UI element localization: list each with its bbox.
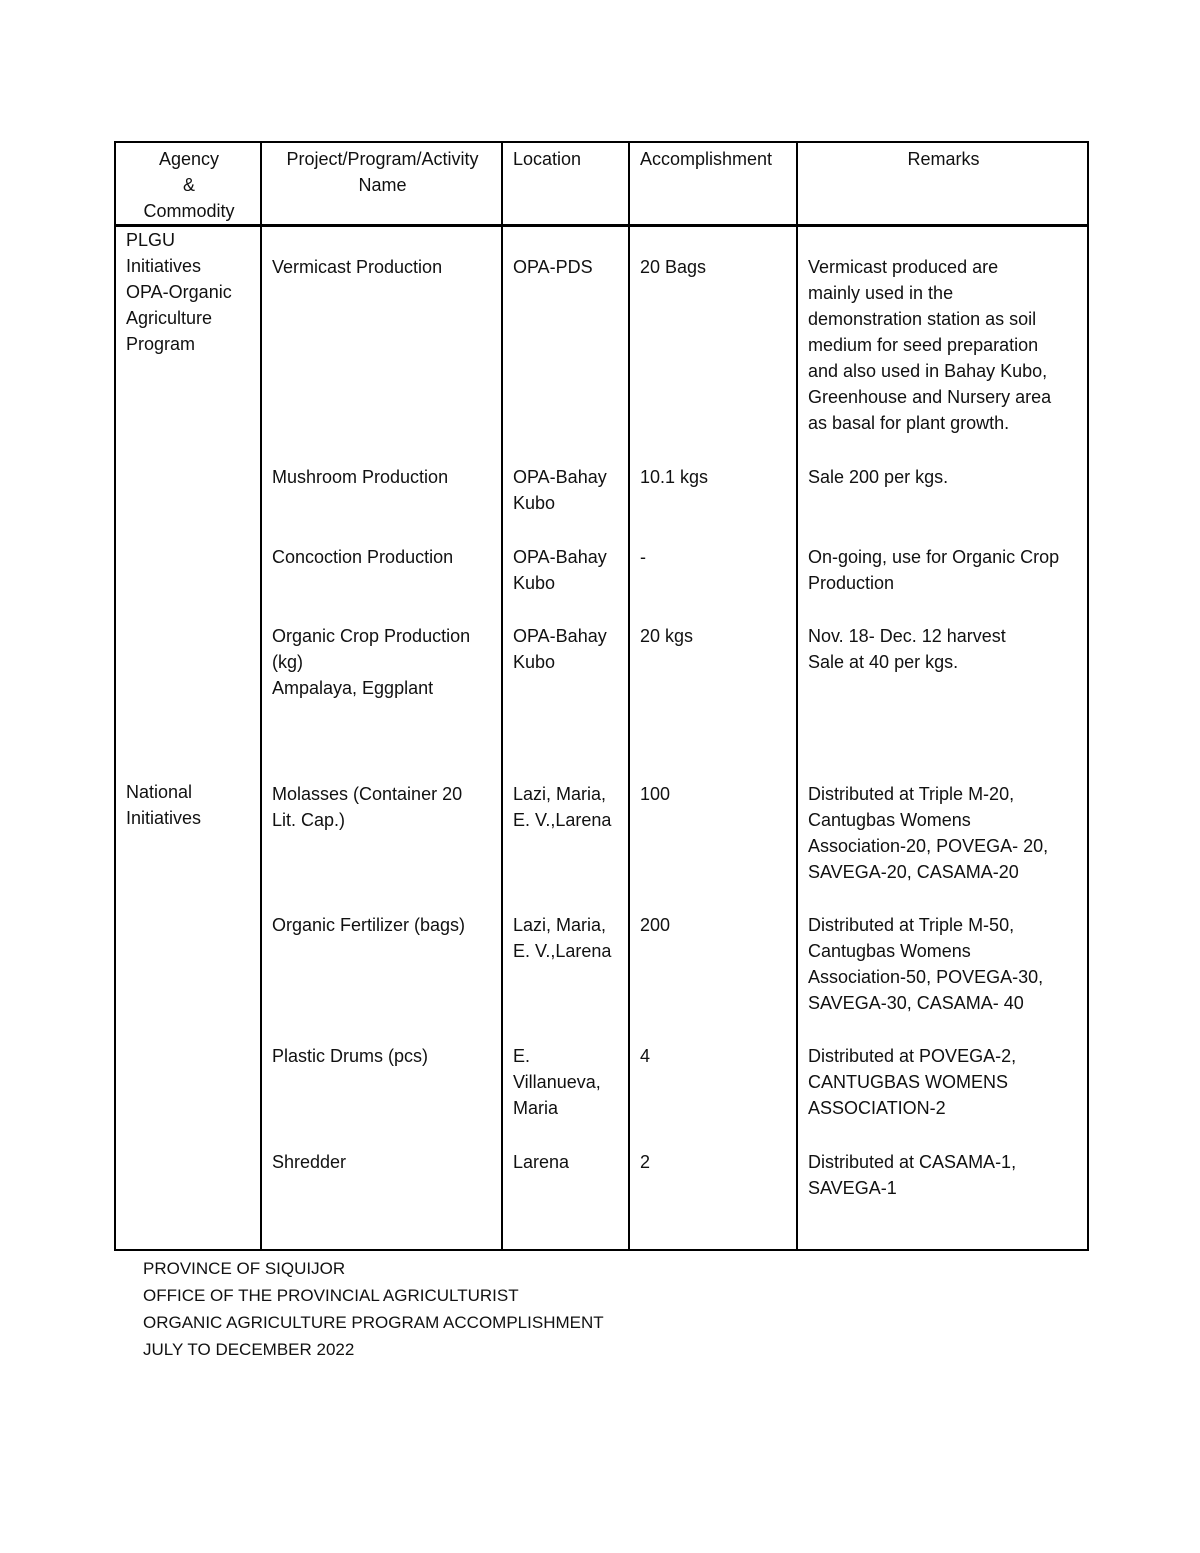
table-body-row	[115, 226, 1088, 1251]
remarks-cell: Distributed at POVEGA-2, CANTUGBAS WOMENS ASSOCIATION-2	[808, 1046, 1017, 1118]
table-header-row	[115, 142, 1088, 226]
location-cell: E. Villanueva, Maria	[513, 1046, 601, 1118]
accomplishment-cell: 20 Bags	[640, 257, 707, 277]
document-footer	[143, 1255, 604, 1363]
footer-province: PROVINCE OF SIQUIJOR	[143, 1259, 346, 1278]
location-cell: OPA-Bahay Kubo	[513, 626, 607, 672]
project-cell: Vermicast Production	[272, 257, 443, 277]
location-cell: Lazi, Maria, E. V.,Larena	[513, 784, 612, 830]
project-column	[261, 226, 502, 1251]
accomplishment-cell: -	[640, 547, 646, 567]
remarks-cell: Distributed at Triple M-50, Cantugbas Womens Association-50, POVEGA-30, SAVEGA-30, CASAMA- 40	[808, 915, 1044, 1013]
agency-plgu: PLGU Initiatives OPA-Organic Agriculture Program	[126, 230, 232, 354]
agency-column	[115, 226, 261, 1251]
accomplishment-cell: 2	[640, 1152, 651, 1172]
remarks-cell: Distributed at Triple M-20, Cantugbas Womens Association-20, POVEGA- 20, SAVEGA-20, CASAMA-20	[808, 784, 1049, 882]
footer-period: JULY TO DECEMBER 2022	[143, 1340, 355, 1359]
location-column	[502, 226, 629, 1251]
header-accomplishment: Accomplishment	[629, 142, 797, 226]
footer-program-title: ORGANIC AGRICULTURE PROGRAM ACCOMPLISHMENT	[143, 1313, 604, 1332]
accomplishment-table	[114, 141, 1087, 1251]
header-location: Location	[502, 142, 629, 226]
location-cell: OPA-Bahay Kubo	[513, 547, 607, 593]
header-project: Project/Program/Activity Name	[261, 142, 502, 226]
accomplishment-cell: 100	[640, 784, 671, 804]
project-cell: Organic Fertilizer (bags)	[272, 915, 466, 935]
location-cell: OPA-PDS	[513, 257, 593, 277]
accomplishment-cell: 10.1 kgs	[640, 467, 709, 487]
accomplishment-column	[629, 226, 797, 1251]
header-remarks: Remarks	[797, 142, 1088, 226]
project-cell: Mushroom Production	[272, 467, 449, 487]
remarks-cell: Nov. 18- Dec. 12 harvest Sale at 40 per kgs.	[808, 626, 1006, 672]
accomplishment-cell: 200	[640, 915, 671, 935]
location-cell: Larena	[513, 1152, 570, 1172]
project-cell: Shredder	[272, 1152, 347, 1172]
project-cell: Concoction Production	[272, 547, 454, 567]
remarks-cell: Distributed at CASAMA-1, SAVEGA-1	[808, 1152, 1017, 1198]
accomplishment-cell: 20 kgs	[640, 626, 694, 646]
remarks-cell: On-going, use for Organic Crop Production	[808, 547, 1060, 593]
remarks-cell: Vermicast produced are mainly used in the demonstration station as soil medium for seed preparation and also used in Bahay Kubo, Greenhouse and Nursery area as basal for plant growth.	[808, 257, 1052, 433]
project-cell: Plastic Drums (pcs)	[272, 1046, 429, 1066]
project-cell: Organic Crop Production (kg) Ampalaya, Eggplant	[272, 626, 471, 698]
header-agency: Agency & Commodity	[115, 142, 261, 226]
agency-national: National Initiatives	[126, 782, 202, 828]
location-cell: OPA-Bahay Kubo	[513, 467, 607, 513]
footer-office: OFFICE OF THE PROVINCIAL AGRICULTURIST	[143, 1286, 519, 1305]
remarks-cell: Sale 200 per kgs.	[808, 467, 949, 487]
accomplishment-grid	[114, 141, 1089, 1251]
location-cell: Lazi, Maria, E. V.,Larena	[513, 915, 612, 961]
accomplishment-cell: 4	[640, 1046, 651, 1066]
remarks-column	[797, 226, 1088, 1251]
project-cell: Molasses (Container 20 Lit. Cap.)	[272, 784, 463, 830]
